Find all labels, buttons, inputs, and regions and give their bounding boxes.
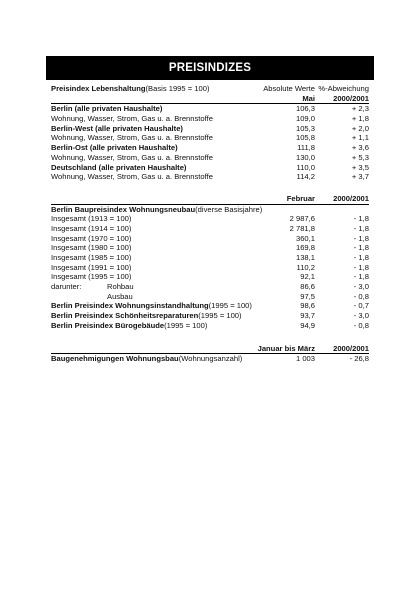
table-row: darunter: Rohbau 86,6 - 3,0 [51, 282, 369, 292]
table-row: Berlin-West (alle privaten Haushalte) 105,3 + 2,0 [51, 123, 369, 133]
table-row: Wohnung, Wasser, Strom, Gas u. a. Brennstoffe 105,8 + 1,1 [51, 133, 369, 143]
column-header: %-Abweichung [318, 84, 369, 93]
table-row: Wohnung, Wasser, Strom, Gas u. a. Brennstoffe 114,2 + 3,7 [51, 172, 369, 182]
table-row: Berlin (alle privaten Haushalte) 106,3 + 2,3 [51, 104, 369, 114]
period-label: Mai [302, 93, 315, 103]
table-row: Berlin Preisindex Wohnungsinstandhaltung(1995 = 100) 98,6 - 0,7 [51, 301, 369, 311]
table-row: Insgesamt (1913 = 100) 2 987,6 - 1,8 [51, 214, 369, 224]
section-title: Berlin Baupreisindex Wohnungsneubau [51, 204, 196, 214]
period-label: Januar bis März [257, 343, 315, 353]
period-header [51, 344, 369, 355]
page-title: PREISINDIZES [46, 56, 374, 80]
section-note: (diverse Basisjahre) [195, 204, 263, 214]
table-row: Insgesamt (1914 = 100) 2 781,8 - 1,8 [51, 223, 369, 233]
table-row: Insgesamt (1970 = 100) 360,1 - 1,8 [51, 233, 369, 243]
table-row: Insgesamt (1995 = 100) 92,1 - 1,8 [51, 272, 369, 282]
period-header [51, 94, 369, 105]
table-row: Insgesamt (1980 = 100) 169,8 - 1,8 [51, 243, 369, 253]
table-row: Berlin-Ost (alle privaten Haushalte) 111,8 + 3,6 [51, 143, 369, 153]
column-header: Absolute Werte [263, 84, 315, 93]
period-compare: 2000/2001 [333, 93, 369, 103]
table-row: Insgesamt (1991 = 100) 110,2 - 1,8 [51, 262, 369, 272]
section-title: Preisindex Lebenshaltung [51, 84, 146, 93]
period-compare: 2000/2001 [333, 343, 369, 353]
darunter-label: darunter: [51, 282, 82, 292]
table-row: Insgesamt (1985 = 100) 138,1 - 1,8 [51, 253, 369, 262]
table-row: Berlin Preisindex Bürogebäude(1995 = 100) 94,9 - 0,8 [51, 320, 369, 330]
section-header [51, 84, 369, 94]
table-row: Wohnung, Wasser, Strom, Gas u. a. Brennstoffe 130,0 + 5,3 [51, 152, 369, 162]
period-label: Februar [286, 193, 315, 203]
table-row: Baugenehmigungen Wohnungsbau(Wohnungsanzahl) 1 003 - 26,8 [51, 354, 369, 364]
table-row: Ausbau 97,5 - 0,8 [107, 291, 369, 301]
section-note: (Basis 1995 = 100) [145, 84, 210, 93]
period-header [51, 194, 369, 205]
price-index-table [51, 84, 369, 364]
period-compare: 2000/2001 [333, 193, 369, 203]
table-row: Deutschland (alle privaten Haushalte) 110,0 + 3,5 [51, 162, 369, 172]
section-header [51, 205, 369, 215]
table-row: Berlin Preisindex Schönheitsreparaturen(1995 = 100) 93,7 - 3,0 [51, 311, 369, 321]
table-row: Wohnung, Wasser, Strom, Gas u. a. Brennstoffe 109,0 + 1,8 [51, 114, 369, 124]
